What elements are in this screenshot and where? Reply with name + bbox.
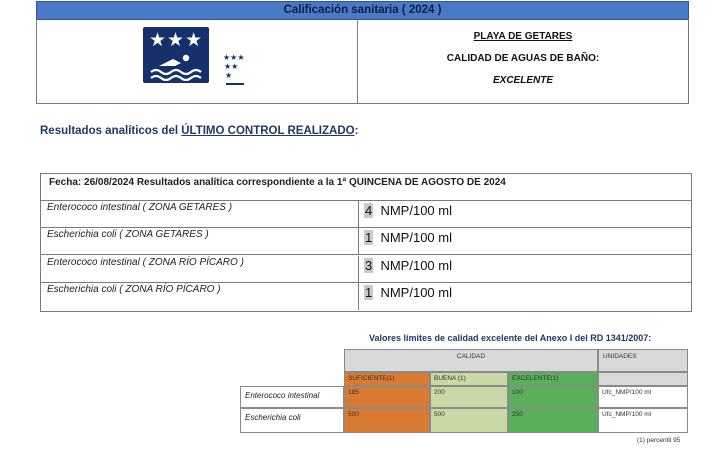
result-value [364,258,452,273]
unit-value: Ufc_NMP/100 ml [598,386,688,408]
excelente-value: 250 [508,408,598,433]
beach-info-box [36,19,689,104]
result-unit: NMP/100 ml [380,203,452,218]
buena-header: BUENA (1) [430,372,508,386]
madrid-stars-logo [223,39,247,85]
limits-table [240,349,688,433]
beach-name: PLAYA DE GETARES [473,31,573,42]
beach-quality-panel [358,19,688,103]
result-unit: NMP/100 ml [380,230,452,245]
result-value [364,230,452,245]
result-number: 1 [365,285,373,300]
table-row [41,283,691,310]
limits-title: Valores límites de calidad excelente del Anexo I del RD 1341/2007: [369,333,652,343]
result-value [364,203,452,218]
footnote: (1) percentil 95 [637,437,681,444]
result-unit: NMP/100 ml [380,258,452,273]
results-date-line: Fecha: 26/08/2024 Resultados analítica correspondiente a la 1ª QUINCENA DE AGOSTO DE 2024 [41,174,691,201]
swimmer-icon [147,53,205,81]
suficiente-value: 500 [344,408,430,433]
result-number: 4 [365,203,373,218]
limit-param-name: Enterococo intestinal [240,386,344,408]
page-title-bar: Calificación sanitaria ( 2024 ) [36,1,689,20]
results-table [40,173,692,312]
result-number: 3 [365,258,373,273]
star-row-icon: ★ [225,71,233,80]
buena-value: 200 [430,386,508,408]
table-row [41,228,691,255]
calidad-header: CALIDAD [344,349,598,372]
table-row [41,256,691,283]
star-row-icon: ★★★ [223,53,245,62]
result-number: 1 [365,230,373,245]
heading-suffix: : [354,125,359,137]
parameter-name: Enterococo intestinal ( ZONA GETARES ) [41,201,359,227]
parameter-name: Enterococo intestinal ( ZONA RÍO PÍCARO ) [41,256,359,282]
excelente-header: EXCELENTE(1) [508,372,598,386]
parameter-name: Escherichia coli ( ZONA RÍO PÍCARO ) [41,283,359,310]
results-heading [40,125,358,137]
logo-panel [37,19,358,103]
table-row [41,201,691,228]
limit-param-name: Escherichia coli [240,408,344,433]
heading-underlined: ÚLTIMO CONTROL REALIZADO [181,125,355,137]
parameter-name: Escherichia coli ( ZONA GETARES ) [41,228,359,254]
logo-bar [226,83,244,85]
swimmer-three-stars-icon [143,27,209,83]
header-spacer [598,372,688,386]
unidades-header: UNIDADES [598,349,688,372]
suficiente-value: 185 [344,386,430,408]
result-value [364,285,452,300]
heading-prefix: Resultados analíticos del [40,125,182,137]
unit-value: Ufc_NMP/100 ml [598,408,688,433]
buena-value: 500 [430,408,508,433]
excelente-value: 100 [508,386,598,408]
quality-rating: EXCELENTE [492,75,553,86]
star-row-icon: ★★ [224,62,239,71]
water-quality-title: CALIDAD DE AGUAS DE BAÑO: [446,53,600,64]
result-unit: NMP/100 ml [380,285,452,300]
three-stars-icon: ★★★ [149,29,204,51]
suficiente-header: SUFICIENTE(1) [344,372,430,386]
